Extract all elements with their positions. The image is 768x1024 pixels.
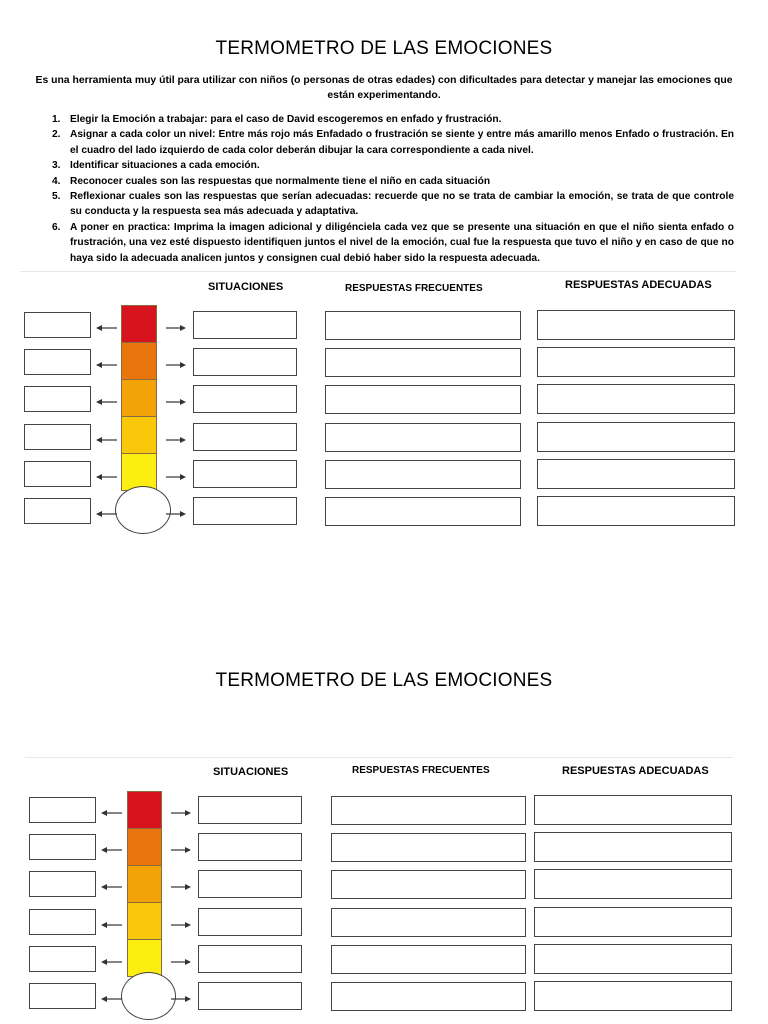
respuesta-adecuada-box[interactable]	[534, 981, 732, 1011]
right-arrow-icon	[170, 954, 192, 964]
thermometer-level-1	[127, 791, 162, 829]
thermometer-level-2	[127, 828, 162, 866]
respuesta-adecuada-box[interactable]	[534, 907, 732, 937]
header-respuestas-adecuadas: RESPUESTAS ADECUADAS	[562, 765, 709, 777]
page-title: TERMOMETRO DE LAS EMOCIONES	[215, 38, 553, 59]
intro-paragraph: Es una herramienta muy útil para utilizar con niños (o personas de otras edades) con dificultades para detectar y manejar las emociones que están experimentando.	[35, 75, 733, 101]
respuesta-frecuente-box[interactable]	[331, 982, 526, 1011]
left-arrow-icon	[101, 991, 123, 1001]
right-arrow-icon	[170, 917, 192, 927]
situacion-box[interactable]	[198, 908, 302, 936]
left-arrow-icon	[101, 842, 123, 852]
situacion-box[interactable]	[198, 833, 302, 861]
face-box[interactable]	[29, 834, 96, 860]
step-item: 6. A poner en practica: Imprima la imagen adicional y diligénciela cada vez que se presente una situación en que el niño sienta enfado o frustración, una vez esté dispuesto identifiquen juntos el nivel de la emoción, cual fue la respuesta que tuvo el niño y en caso de que no haya sido la adecuada analicen juntos y consignen cual debió haber sido la respuesta adecuada.	[52, 221, 734, 264]
header-respuestas-frecuentes: RESPUESTAS FRECUENTES	[345, 283, 483, 294]
respuesta-adecuada-box[interactable]	[534, 795, 732, 825]
respuesta-adecuada-box[interactable]	[534, 944, 732, 974]
right-arrow-icon	[170, 991, 192, 1001]
step-item: 5. Reflexionar cuales son las respuestas que serían adecuadas: recuerde que no se trata de cambiar la emoción, se trata de que controle su conducta y la respuesta sea más adecuada y adaptativa.	[52, 191, 734, 218]
situacion-box[interactable]	[198, 870, 302, 898]
header-respuestas-frecuentes: RESPUESTAS FRECUENTES	[352, 765, 490, 776]
step-item: 2. Asignar a cada color un nivel: Entre más rojo más Enfadado o frustración se siente y entre más amarillo menos Enfado o frustración. En el cuadro del lado izquierdo de cada color deberán dibujar la cara correspondiente a cada nivel.	[52, 129, 734, 156]
header-situaciones: SITUACIONES	[208, 281, 284, 293]
respuesta-adecuada-box[interactable]	[534, 832, 732, 862]
respuesta-frecuente-box[interactable]	[331, 870, 526, 899]
face-box[interactable]	[29, 946, 96, 972]
thermometer-level-4	[127, 902, 162, 940]
step-item: 4. Reconocer cuales son las respuestas que normalmente tiene el niño en cada situación	[52, 175, 491, 187]
respuesta-frecuente-box[interactable]	[331, 796, 526, 825]
situacion-box[interactable]	[198, 796, 302, 824]
right-arrow-icon	[170, 842, 192, 852]
thermometer-bulb	[121, 972, 176, 1020]
worksheet-frame	[25, 757, 733, 758]
left-arrow-icon	[101, 954, 123, 964]
situacion-box[interactable]	[198, 982, 302, 1010]
left-arrow-icon	[101, 805, 123, 815]
situacion-box[interactable]	[198, 945, 302, 973]
second-page-title: TERMOMETRO DE LAS EMOCIONES	[215, 670, 553, 691]
left-arrow-icon	[101, 917, 123, 927]
step-item: 1. Elegir la Emoción a trabajar: para el caso de David escogeremos en enfado y frustración.	[52, 114, 502, 125]
respuesta-frecuente-box[interactable]	[331, 908, 526, 937]
face-box[interactable]	[29, 797, 96, 823]
respuesta-frecuente-box[interactable]	[331, 945, 526, 974]
right-arrow-icon	[170, 879, 192, 889]
thermometer-level-3	[127, 865, 162, 903]
respuesta-adecuada-box[interactable]	[534, 869, 732, 899]
step-item: 3. Identificar situaciones a cada emoción.	[52, 160, 260, 172]
face-box[interactable]	[29, 909, 96, 935]
left-arrow-icon	[101, 879, 123, 889]
header-respuestas-adecuadas: RESPUESTAS ADECUADAS	[565, 279, 712, 291]
header-situaciones: SITUACIONES	[213, 766, 289, 778]
right-arrow-icon	[170, 805, 192, 815]
face-box[interactable]	[29, 871, 96, 897]
respuesta-frecuente-box[interactable]	[331, 833, 526, 862]
face-box[interactable]	[29, 983, 96, 1009]
